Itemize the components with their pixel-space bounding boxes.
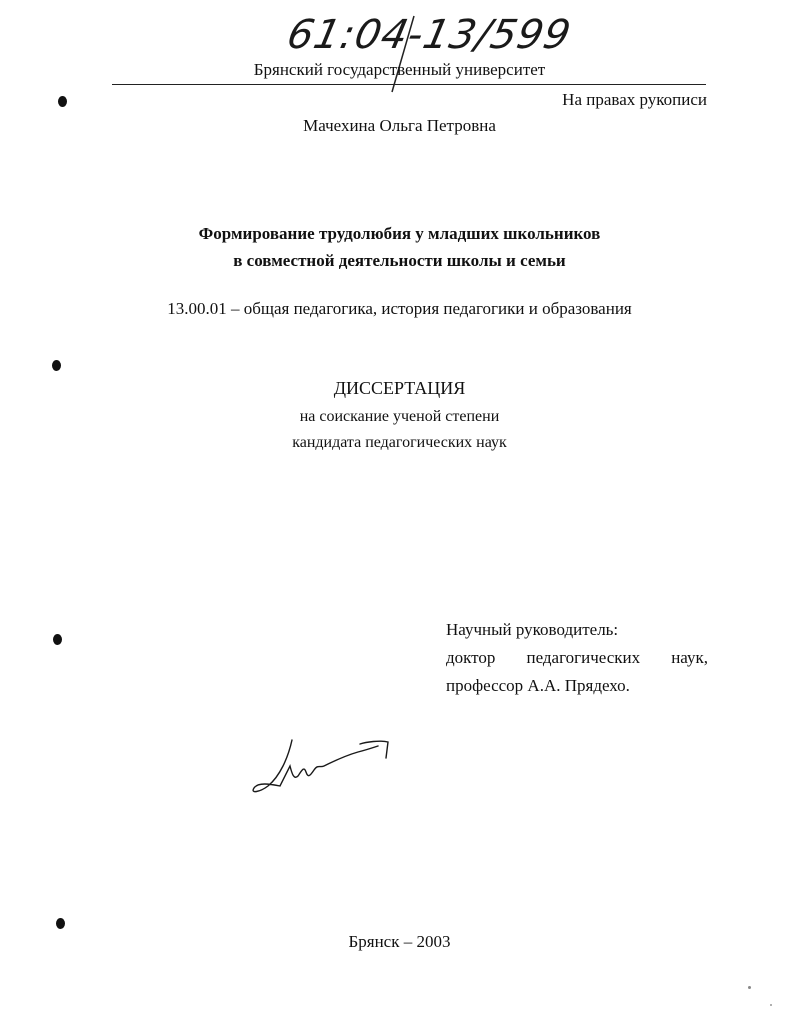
archive-number-stamp: 61:04-13/599 (283, 12, 576, 58)
supervisor-degree-word: педагогических (526, 648, 641, 667)
city-year: Брянск – 2003 (348, 932, 451, 951)
author-name: Мачехина Ольга Петровна (303, 116, 496, 135)
scan-hole-mark (58, 96, 67, 107)
dissertation-title (0, 220, 799, 274)
signature-icon (240, 728, 400, 808)
specialty-code: 13.00.01 – общая педагогика, история педагогики и образования (167, 299, 632, 318)
degree-description (0, 404, 799, 456)
manuscript-rights-label: На правах рукописи (562, 90, 707, 109)
degree-line-2: кандидата педагогических наук (292, 434, 507, 451)
scan-speck (748, 986, 751, 989)
scan-speck (770, 1004, 772, 1006)
supervisor-block (446, 616, 708, 700)
supervisor-degree (446, 644, 708, 672)
stamp-slash-stroke (388, 14, 418, 94)
dissertation-heading: ДИССЕРТАЦИЯ (333, 378, 466, 398)
title-line-2: в совместной деятельности школы и семьи (233, 251, 566, 270)
university-name: Брянский государственный университет (253, 60, 546, 79)
scan-hole-mark (52, 360, 61, 371)
title-line-1: Формирование трудолюбия у младших школьников (198, 224, 601, 243)
scan-hole-mark (56, 918, 65, 929)
supervisor-name: профессор А.А. Прядехо. (446, 676, 630, 695)
header-divider (112, 84, 706, 85)
supervisor-degree-word: доктор (446, 648, 496, 667)
supervisor-degree-word: наук, (671, 648, 708, 667)
supervisor-label: Научный руководитель: (446, 620, 619, 639)
degree-line-1: на соискание ученой степени (299, 408, 500, 425)
scan-hole-mark (53, 634, 62, 645)
